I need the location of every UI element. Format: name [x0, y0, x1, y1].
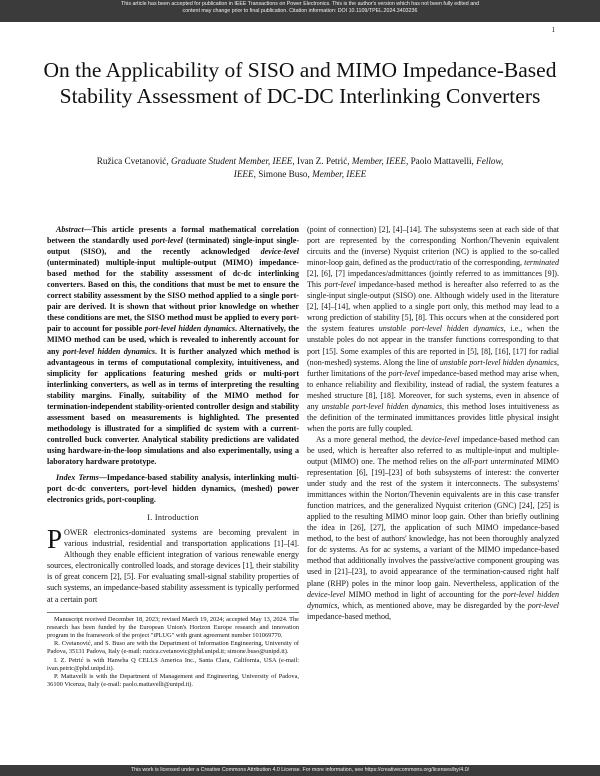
footnote: Manuscript received December 18, 2023; revised March 19, 2024; accepted May 13, 2024. The research has been funded by the European Union's Horizon Europe research and innovation program in the framework of the project "iPLUG" with grant agreement number 101069770.	[47, 615, 299, 639]
index-terms-label: Index Terms	[56, 473, 99, 483]
index-terms: Index Terms—Impedance-based stability analysis, interlinking multi-port dc-dc converters, port-level hidden dynamics, (meshed) power electronics grids, port-coupling.	[47, 473, 299, 505]
abstract: Abstract—This article presents a formal mathematical correlation between the standardly used port-level (terminated) single-input single-output (SISO), and the recently acknowledged device-level (unterminated) multiple-input multiple-output (MIMO) impedance-based method for the stability assessment of dc-dc interlinking converters. Based on this, the conditions that must be met to ensure the correct stability assessment by the SISO method applied to a single port-pair are derived. It is shown that without prior knowledge on whether these conditions are met, the SISO method must be applied to every port-pair to account for possible port-level hidden dynamics. Alternatively, the MIMO method can be used, which is revealed to inherently account for any port-level hidden dynamics. It is further analyzed which method is advantageous in terms of computational complexity, intuitiveness, and simplicity for applications featuring meshed grids or multi-port interlinking converters, as well as in terms of interpreting the resulting stability margins. Finally, suitability of the MIMO method for termination-independent stability-oriented controller design and stability assessment based on measurements is highlighted. The presented methodology is illustrated for a simplified dc system with a current-controlled buck converter. Analytical stability predictions are validated using hardware-in-the-loop simulations and also experimentally, using a laboratory hardware prototype.	[47, 225, 300, 466]
license-banner: This work is licensed under a Creative Commons Attribution 4.0 License. For more information, see https://creativecommons.org/licenses/by/4.0/	[0, 765, 600, 776]
right-column	[307, 224, 559, 622]
author-role: Fellow,	[476, 156, 504, 166]
page-number: 1	[551, 26, 555, 34]
body-paragraph: As a more general method, the device-level impedance-based method can be used, which is hereafter also referred to as multiple-input and multiple-output (MIMO) one. The method relies on the all-port unterminated MIMO representation [6], [19]–[23] of both subsystems of interest: the converter under study and the rest of the system it interconnects. The subsystems' immittances within the Norton/Thevenin equivalents are in this case transfer function matrices, and the generalized Nyquist criterion (GNC) [24], [25] is applied to the resulting MIMO minor loop gain. Other than briefly outlining the idea in [26], [27], the application of such MIMO impedance-based method, to the best of authors' knowledge, has not been thoroughly analyzed for dc systems. As for ac systems, a variant of the MIMO impedance-based method that additionally involves the passive/active component grouping was used in [21]–[23], to avoid appearance of the termination-caused right half plane (RHP) poles in the minor loop gain. Nevertheless, application of the device-level MIMO method in light of accounting for the port-level hidden dynamics, which, as mentioned above, may be disregarded by the port-level impedance-based method,	[307, 434, 559, 621]
author-list	[50, 155, 550, 181]
banner-line-2: content may change prior to final publication. Citation information: DOI 10.1109/TPEL.2024.3403236	[182, 8, 418, 15]
section-heading: I. Introduction	[147, 513, 199, 523]
left-column	[47, 224, 299, 689]
author-role: IEEE,	[233, 169, 256, 180]
author-name: Paolo Mattavelli,	[410, 156, 474, 166]
paper-title: On the Applicability of SISO and MIMO Impedance-Based Stability Assessment of DC-DC Interlinking Converters	[43, 58, 557, 108]
author-role: Graduate Student Member, IEEE,	[170, 156, 295, 166]
drop-cap: P	[47, 524, 63, 555]
footnote: I. Z. Petrić is with Hanwha Q CELLS America Inc., Santa Clara, California, USA (e-mail: ivan.petric@phd.unipd.it).	[47, 656, 299, 672]
body-paragraph: (point of connection) [2], [4]–[14]. The subsystems seen at each side of that port are represented by the corresponding Northon/Thevenin equivalent circuits and the (inverse) Nyquist criterion (NC) is applied to the so-called minor-loop gain, defined as the product/ratio of the corresponding, terminated [2], [6], [7] impedances/admittances (jointly referred to as immittances [9]). This port-level impedance-based method is hereafter also referred to as the single-input single-output (SISO) one. Although widely used in the literature [2], [4]–[14], when applied to a single port only, this method may lead to a wrong prediction of stability [5], [8]. This occurs when at the considered port the system features unstable port-level hidden dynamics, i.e., when the unstable poles do not appear in the transfer functions corresponding to that port [15]. Some examples of this are reported in [5], [8], [16], [17] for radial (non-meshed) systems. Along the line of unstable port-level hidden dynamics, further limitations of the port-level impedance-based method may arise when, to enhance reliability and flexibility, instead of radial, the system features a meshed structure [8], [18]. Moreover, for such systems, even in absence of any unstable port-level hidden dynamics, this method loses intuitiveness as the definition of the terminated immittances provides little physical insight when the ports are fully coupled.	[307, 225, 559, 433]
footnotes	[47, 612, 299, 690]
intro-paragraph: POWER electronics-dominated systems are becoming prevalent in various industrial, residential and transportation applications [1]–[4]. Although they enable efficient integration of various renewable energy sources, electronically controlled loads, and storage devices [1], their stability is of great concern [2], [5]. For evaluating small-signal stability properties of such systems, an impedance-based stability assessment is typically performed at a certain port	[47, 524, 299, 604]
abstract-label: Abstract	[56, 225, 84, 234]
author-name: Ivan Z. Petrić,	[297, 156, 350, 166]
author-name: Simone Buso,	[258, 169, 310, 180]
banner-line-1: This article has been accepted for publication in IEEE Transactions on Power Electronics. This is the author's version which has not been fully edited and	[120, 1, 480, 7]
footnote: R. Cvetanović, and S. Buso are with the Department of Information Engineering, University of Padova, 35131 Padova, Italy (e-mail: ruzica.cvetanovic@phd.unipd.it; simone.buso@unipd.it).	[47, 640, 299, 656]
author-role: Member, IEEE	[312, 169, 367, 180]
publication-banner	[0, 0, 600, 22]
footnote: P. Mattavelli is with the Department of Management and Engineering, University of Padova, 36100 Vicenza, Italy (e-mail: paolo.mattavelli@unipd.it).	[47, 672, 299, 689]
author-role: Member, IEEE,	[351, 156, 409, 166]
author-name: Ružica Cvetanović,	[96, 156, 169, 166]
